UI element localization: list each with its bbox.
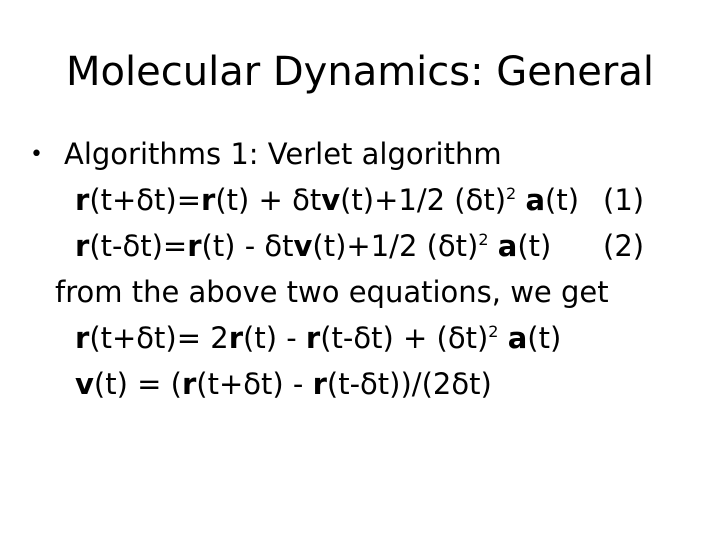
eq4-part4: (t+δt) - — [196, 367, 313, 401]
equation-2 — [75, 228, 551, 264]
eq2-part1: r — [75, 229, 90, 263]
bullet-text: Algorithms 1: Verlet algorithm — [64, 137, 502, 171]
eq2-part4: (t) - δt — [201, 229, 294, 263]
eq3-part6: (t-δt) + (δt) — [320, 321, 489, 355]
eq2-part9: (t) — [517, 229, 552, 263]
eq1-part1: r — [75, 183, 90, 217]
eq3-part5: r — [305, 321, 321, 355]
eq2-exponent: 2 — [478, 230, 489, 249]
eq3-exponent: 2 — [488, 322, 499, 341]
eq2-part2: (t-δt)= — [89, 229, 188, 263]
eq3-part7 — [498, 321, 507, 355]
eq2-part8: a — [497, 229, 518, 263]
eq3-part8: a — [507, 321, 528, 355]
eq3-part1: r — [75, 321, 90, 355]
eq3-part4: (t) - — [243, 321, 306, 355]
eq3-part2: (t+δt)= 2 — [89, 321, 229, 355]
eq3-part9: (t) — [527, 321, 562, 355]
equation-3 — [75, 320, 561, 356]
equation-1 — [75, 182, 579, 218]
eq1-part5: v — [321, 183, 341, 217]
eq2-part3: r — [187, 229, 202, 263]
slide-title: Molecular Dynamics: General — [66, 49, 654, 95]
derivation-text: from the above two equations, we get — [55, 275, 609, 309]
eq2-part5: v — [293, 229, 313, 263]
eq1-part4: (t) + δt — [215, 183, 322, 217]
eq1-exponent: 2 — [506, 184, 517, 203]
equation-2-number: (2) — [603, 229, 645, 263]
bullet-item — [30, 136, 502, 173]
eq3-part3: r — [228, 321, 244, 355]
eq2-part6: (t)+1/2 (δt) — [312, 229, 479, 263]
eq1-part8: a — [525, 183, 546, 217]
bullet-marker: • — [30, 142, 43, 167]
equation-1-number: (1) — [603, 183, 645, 217]
eq4-part5: r — [312, 367, 327, 401]
eq4-part1: v — [75, 367, 94, 401]
eq4-part6: (t-δt))/(2δt) — [326, 367, 492, 401]
eq4-part3: r — [181, 367, 197, 401]
eq1-part6: (t)+1/2 (δt) — [340, 183, 507, 217]
eq1-part3: r — [201, 183, 216, 217]
eq4-part2: (t) = ( — [93, 367, 182, 401]
eq1-part9: (t) — [545, 183, 580, 217]
equation-4 — [75, 366, 492, 402]
eq1-part2: (t+δt)= — [89, 183, 202, 217]
eq2-part7 — [489, 229, 498, 263]
